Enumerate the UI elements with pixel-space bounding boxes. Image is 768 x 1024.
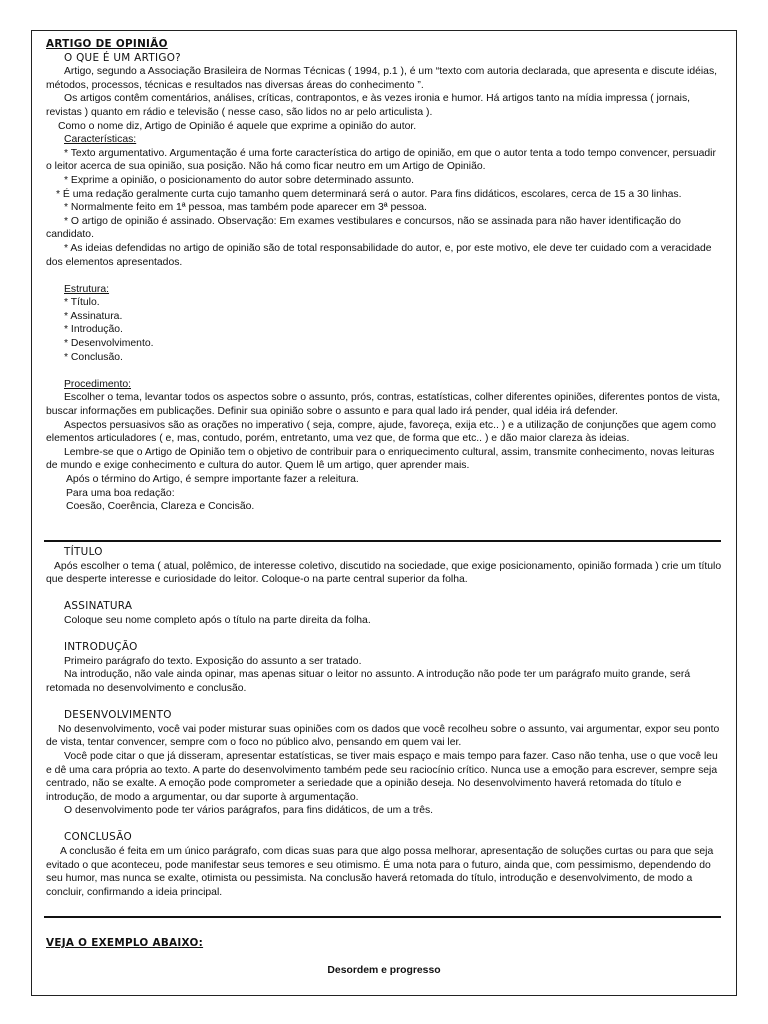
procedure-paragraph: Lembre-se que o Artigo de Opinião tem o objetivo de contribuir para o enriquecimento cultural, assim, transmite conhecimento, novas leituras de mundo e exige conhecimento e cultura do autor. Quem lê um artigo, quer aprender mais. (46, 446, 718, 472)
characteristics-label: Características: (64, 134, 137, 146)
introducao-heading: INTRODUÇÃO (64, 641, 138, 654)
structure-item: * Conclusão. (64, 351, 123, 363)
conclusao-heading: CONCLUSÃO (64, 831, 132, 844)
desenvolvimento-paragraph: Você pode citar o que já disseram, apresentar estatísticas, se tiver mais espaço e mais tempo para fazer. Caso não tenha, use o que você leu e dê uma cara própria ao texto. A parte do desenvolvimento também pede seu raciocínio crítico. Nunca use a emoção para escrever, sempre seja centrado, não se exalte. A emoção pode comprometer a seriedade que a opinião deseja. No desenvolvimento haverá retomada do título e introdução, de modo a argumentar, ou dar suporte à argumentação. (46, 750, 721, 803)
assinatura-paragraph: Coloque seu nome completo após o título na parte direita da folha. (64, 614, 371, 626)
structure-item: * Desenvolvimento. (64, 338, 154, 350)
paragraph-comments: Os artigos contêm comentários, análises, críticas, contrapontos, e às vezes ironia e humor. Há artigos tanto na mídia impressa ( jornais, revistas ) quanto em rádio e televisão ( nesse caso, são lidos no ar pelo articulista ). (46, 93, 693, 118)
desenvolvimento-heading: DESENVOLVIMENTO (64, 709, 172, 722)
structure-details-section (46, 546, 722, 899)
example-section (46, 937, 722, 949)
section-divider (44, 916, 721, 918)
structure-item: * Introdução. (64, 324, 123, 336)
section-divider (44, 540, 721, 542)
characteristic-item: * O artigo de opinião é assinado. Observação: Em exames vestibulares e concursos, não se assinada para não haver identificação do candidato. (46, 215, 684, 241)
procedure-paragraph: Aspectos persuasivos são as orações no imperativo ( seja, compre, ajude, favoreça, exija etc.. ) e a utilização de conjunções que agem como elementos articuladores ( e, mas, contudo, porém, entretanto, uma vez que, de forma que etc.. ) e dão maior clareza às ideias. (46, 419, 719, 445)
characteristic-item: * Normalmente feito em 1ª pessoa, mas também pode aparecer em 3ª pessoa. (64, 202, 427, 214)
question-heading: O QUE É UM ARTIGO? (64, 51, 182, 64)
characteristic-item: * Exprime a opinião, o posicionamento do autor sobre determinado assunto. (64, 174, 415, 186)
desenvolvimento-paragraph: No desenvolvimento, você vai poder misturar suas opiniões com os dados que você recolheu sobre o assunto, vai argumentar, expor seu ponto de vista, tentar convencer, sempre com o foco no público alvo, pensando em quem vai ler. (46, 723, 723, 749)
example-title: Desordem e progresso (327, 965, 441, 976)
characteristic-item: * Texto argumentativo. Argumentação é uma forte característica do artigo de opinião, em que o autor tenta a todo tempo convencer, persuadir o leitor acerca de sua opinião, sua posição. Não há como ficar neutro em um Artigo de Opinião. (46, 147, 719, 173)
procedure-label: Procedimento: (64, 378, 131, 390)
procedure-paragraph: Coesão, Coerência, Clareza e Concisão. (66, 501, 255, 513)
paragraph-definition: Artigo, segundo a Associação Brasileira de Normas Técnicas ( 1994, p.1 ), é um “texto com autoria declarada, que apresenta e discute idéias, métodos, processos, técnicas e resultados nas diversas áreas do conhecimento ”. (46, 66, 720, 91)
characteristic-item: * As ideias defendidas no artigo de opinião são de total responsabilidade do autor, e, por este motivo, ele deve ter cuidado com a veracidade dos elementos apresentados. (46, 242, 715, 268)
document-title: ARTIGO DE OPINIÃO (46, 38, 168, 50)
structure-item: * Assinatura. (64, 310, 123, 322)
characteristic-item: * É uma redação geralmente curta cujo tamanho quem determinará será o autor. Para fins didáticos, escolares, cerca de 15 a 30 linhas. (56, 188, 682, 200)
introducao-paragraph: Primeiro parágrafo do texto. Exposição do assunto a ser tratado. (64, 655, 362, 667)
intro-section (46, 38, 722, 514)
paragraph-opinion: Como o nome diz, Artigo de Opinião é aquele que exprime a opinião do autor. (58, 120, 417, 132)
example-heading: VEJA O EXEMPLO ABAIXO: (46, 937, 204, 949)
conclusao-paragraph: A conclusão é feita em um único parágrafo, com dicas suas para que algo possa melhorar, apresentação de soluções curtas ou para que seja evitado o que aconteceu, pode manifestar seus temores e seu otimismo. É uma nota para o futuro, ainda que, com pessimismo, dependendo do seu humor, mas nunca se exalte, otimista ou pessimista. Na conclusão haverá retomada do título, introdução e desenvolvimento, de modo a concluir, confirmando a ideia principal. (46, 846, 717, 898)
structure-item: * Título. (64, 297, 100, 309)
desenvolvimento-paragraph: O desenvolvimento pode ter vários parágrafos, para fins didáticos, de um a três. (64, 805, 434, 817)
structure-label: Estrutura: (64, 283, 110, 295)
procedure-paragraph: Escolher o tema, levantar todos os aspectos sobre o assunto, prós, contras, estatísticas, colher diferentes opiniões, diferentes pontos de vista, buscar informações em publicações. Definir sua opinião sobre o assunto e para qual lado irá pender, qual idéia irá defender. (46, 392, 724, 418)
introducao-paragraph: Na introdução, não vale ainda opinar, mas apenas situar o leitor no assunto. A introdução não pode ter um parágrafo muito grande, será retomada no desenvolvimento e conclusão. (46, 669, 694, 694)
titulo-heading: TÍTULO (64, 546, 103, 558)
titulo-paragraph: Após escolher o tema ( atual, polêmico, de interesse coletivo, discutido na sociedade, que exige posicionamento, opinião formada ) crie um título que desperte interesse e curiosidade do leitor. Coloque-o na parte central superior da folha. (46, 560, 724, 586)
assinatura-heading: ASSINATURA (64, 600, 133, 613)
procedure-paragraph: Após o término do Artigo, é sempre importante fazer a releitura. (66, 474, 359, 485)
procedure-paragraph: Para uma boa redação: (66, 487, 175, 499)
